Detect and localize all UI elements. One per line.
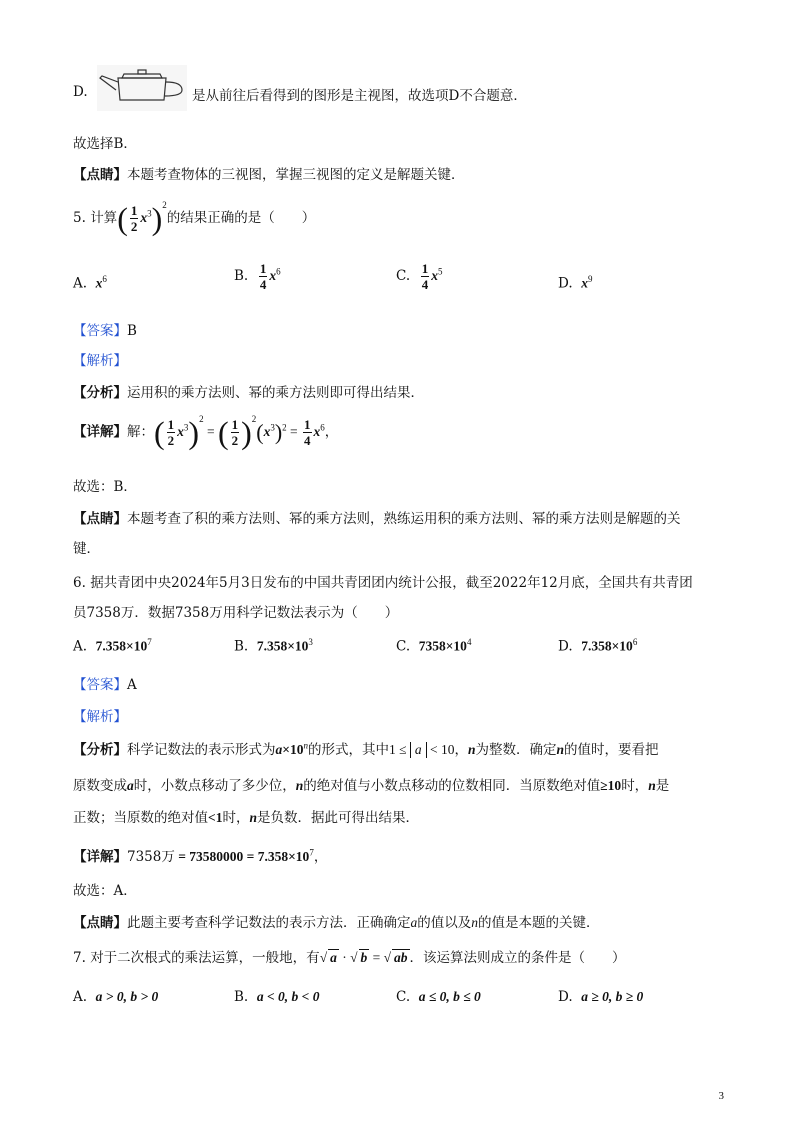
page-number: 3 xyxy=(718,1090,724,1102)
q5-xiangjie-pre: 解： xyxy=(127,424,154,440)
q6-xiangjie-text: 7358万 xyxy=(127,849,175,865)
q6-opt-a-val: 7.358×10 xyxy=(95,638,148,654)
q5-opt-d-label: D. xyxy=(558,275,573,292)
q6-opt-a-label: A. xyxy=(73,638,88,655)
q4-dianjing xyxy=(73,163,465,183)
q6-dianjing-b: 的值以及 xyxy=(417,915,472,931)
q6-jiexi: 【解析】 xyxy=(73,709,127,725)
q7-stem-post: ．该运算法则成立的条件是（ ） xyxy=(409,950,626,966)
q7-option-b xyxy=(234,989,319,1005)
q6-stem-line1 xyxy=(73,571,693,591)
q6-answer-value: A xyxy=(127,677,137,693)
q4-dianjing-tag: 【点睛】 xyxy=(73,167,127,183)
q7-stem: 7. 对于二次根式的乘法运算，一般地，有√ a · √ b = √ ab ．该运算法则成立的条件是（ ） xyxy=(73,950,626,966)
q5-stem-pre: 计算 xyxy=(90,210,118,226)
q5-opt-b-label: B. xyxy=(234,268,249,284)
q5-dianjing-tag: 【点睛】 xyxy=(73,511,127,527)
q4-dianjing-text: 本题考查物体的三视图，掌握三视图的定义是解题关键． xyxy=(127,167,465,183)
q7-opt-c-val: a ≤ 0, b ≤ 0 xyxy=(418,989,481,1004)
q5-option-c: C. $\frac{1}{4}$ $x^5$ xyxy=(396,261,443,292)
q7-opt-b-label: B. xyxy=(234,989,249,1005)
q6-opt-d-val: 7.358×10 xyxy=(581,638,633,654)
q6-fenxi3-a: 正数；当原数的绝对值 xyxy=(73,810,208,826)
q5-fenxi-text: 运用积的乘方法则、幂的乘方法则即可得出结果． xyxy=(127,385,424,401)
q6-fenxi2-d: 时， xyxy=(621,778,649,794)
q6-fenxi2-c: 的绝对值与小数点移动的位数相同．当原数绝对值 xyxy=(303,778,601,794)
q6-num: 6. xyxy=(73,575,86,591)
q7-option-d xyxy=(558,989,643,1005)
q6-fenxi-a: 科学记数法的表示形式为 xyxy=(127,742,276,758)
q5-option-a: A. $x^6$ xyxy=(73,274,107,292)
q7-opt-a-val: a > 0, b > 0 xyxy=(95,989,159,1004)
q6-fenxi3-b: 时， xyxy=(222,810,250,826)
q6-answer xyxy=(73,673,137,693)
q7-option-a xyxy=(73,989,158,1005)
q7-opt-c-label: C. xyxy=(396,989,411,1005)
q6-opt-d-label: D. xyxy=(558,638,573,655)
q6-xiangjie-tag: 【详解】 xyxy=(73,849,127,865)
q6-fenxi-e: 的值时，要看把 xyxy=(564,742,659,758)
q6-stem-text1: 据共青团中央2024年5月3日发布的中国共青团团内统计公报，截至2022年12月底，全国共有共青团 xyxy=(90,575,693,591)
q7-opt-b-val: a < 0, b < 0 xyxy=(256,989,320,1004)
q6-opt-a-exp: 7 xyxy=(147,637,152,647)
q6-fenxi-tag: 【分析】 xyxy=(73,742,127,758)
q5-xiangjie: 【详解】解：( $\frac{1}{2}$ $x^3)^2$ = ( $\frac{1}{2}$ )$^2(x^3)^2$ = $\frac{1}{4}$ $x^6$， xyxy=(73,414,339,451)
q6-option-d xyxy=(558,637,637,655)
q6-opt-b-exp: 3 xyxy=(308,637,313,647)
q7-option-c xyxy=(396,989,481,1005)
q6-stem-line2: 员7358万．数据7358万用科学记数法表示为（ ） xyxy=(73,605,399,621)
q5-answer-value: B xyxy=(127,323,137,339)
q7-opt-a-label: A. xyxy=(73,989,88,1005)
q6-dianjing: 【点睛】此题主要考查科学记数法的表示方法．正确确定a的值以及n的值是本题的关键． xyxy=(73,915,600,931)
q6-fenxi-line1: 【分析】科学记数法的表示形式为$a\times 10^n$的形式，其中1 ≤ a < 10，n为整数．确定n的值时，要看把 xyxy=(73,740,659,758)
q7-opt-d-label: D. xyxy=(558,989,573,1005)
q7-num: 7. xyxy=(73,950,86,966)
q5-opt-c-label: C. xyxy=(396,268,411,284)
q6-choose: 故选：A． xyxy=(73,883,137,899)
q6-fenxi2-b: 时，小数点移动了多少位， xyxy=(133,778,296,794)
q5-answer xyxy=(73,319,137,339)
q7-stem-pre: 对于二次根式的乘法运算，一般地，有 xyxy=(90,950,320,966)
q5-answer-tag: 【答案】 xyxy=(73,323,127,339)
q6-fenxi-b: 的形式，其中 xyxy=(307,742,389,758)
q5-stem: 5. 计算( $\frac{1}{2}$ $x^3)^2$的结果正确的是（ ） xyxy=(73,200,316,237)
q4-option-d xyxy=(73,84,88,100)
q5-dianjing-line2: 键． xyxy=(73,541,100,557)
q6-opt-c-label: C. xyxy=(396,638,411,655)
q5-num: 5. xyxy=(73,210,86,226)
q6-fenxi3-c: 是负数．据此可得出结果． xyxy=(256,810,419,826)
q5-fenxi-tag: 【分析】 xyxy=(73,385,127,401)
q5-dianjing-line1: 本题考查了积的乘方法则、幂的乘方法则，熟练运用积的乘方法则、幂的乘方法则是解题的关 xyxy=(127,511,681,527)
q4-choose: 故选择B． xyxy=(73,136,137,152)
q6-xiangjie: 【详解】7358万 = $73580000 = 7.358\times 10^7$， xyxy=(73,847,328,865)
q6-option-a xyxy=(73,637,152,655)
q6-fenxi-d: 为整数．确定 xyxy=(475,742,557,758)
q6-dianjing-c: 的值是本题的关键． xyxy=(478,915,600,931)
q6-opt-d-exp: 6 xyxy=(632,637,638,647)
q6-fenxi-c: ， xyxy=(454,742,468,758)
q4-optd-label: D. xyxy=(73,84,88,100)
q6-opt-c-val: 7358×10 xyxy=(418,638,467,654)
q5-jiexi: 【解析】 xyxy=(73,353,127,369)
q6-fenxi2-a: 原数变成 xyxy=(73,778,127,794)
q6-answer-tag: 【答案】 xyxy=(73,677,127,693)
q5-option-d: D. $x^9$ xyxy=(558,274,593,292)
q6-option-b xyxy=(234,637,313,655)
q6-opt-b-val: 7.358×10 xyxy=(256,638,309,654)
q6-fenxi2-e: 是 xyxy=(655,778,670,794)
q5-fenxi xyxy=(73,381,424,401)
q7-opt-d-val: a ≥ 0, b ≥ 0 xyxy=(581,989,644,1004)
teapot-figure xyxy=(96,64,188,112)
q6-option-c xyxy=(396,637,471,655)
q6-dianjing-a: 此题主要考查科学记数法的表示方法．正确确定 xyxy=(127,915,411,931)
q5-opt-a-label: A. xyxy=(73,275,88,292)
q5-xiangjie-tag: 【详解】 xyxy=(73,424,127,440)
q6-fenxi-line3: 正数；当原数的绝对值<1时，n是负数．据此可得出结果． xyxy=(73,810,419,826)
q6-opt-b-label: B. xyxy=(234,638,249,655)
q6-opt-c-exp: 4 xyxy=(466,637,472,647)
q5-option-b: B. $\frac{1}{4}$ $x^6$ xyxy=(234,261,281,292)
q4-optd-text: 是从前往后看得到的图形是主视图，故选项D不合题意． xyxy=(192,88,527,104)
q6-fenxi-line2: 原数变成a时，小数点移动了多少位，n的绝对值与小数点移动的位数相同．当原数绝对值≥10时，n是 xyxy=(73,778,670,794)
q6-dianjing-tag: 【点睛】 xyxy=(73,915,127,931)
q5-stem-post: 的结果正确的是（ ） xyxy=(166,210,316,226)
q5-dianjing xyxy=(73,507,681,527)
q5-choose: 故选：B． xyxy=(73,479,137,495)
